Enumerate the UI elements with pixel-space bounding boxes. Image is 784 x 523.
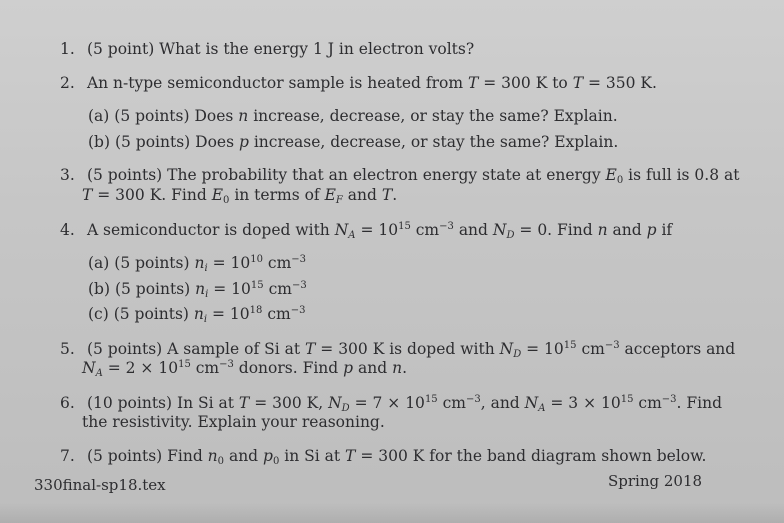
question-2 [60, 74, 657, 92]
math-var: N [328, 394, 342, 412]
question-text: = 300 K. Find [92, 186, 212, 204]
math-subscript: A [95, 368, 103, 379]
math-var: E [324, 186, 336, 204]
math-var: n [194, 254, 205, 272]
question-text: (5 points) [113, 305, 194, 323]
footer-filename: 330final-sp18.tex [34, 476, 166, 494]
question-text: = 0. Find [514, 221, 598, 239]
question-text: = 350 K. [583, 74, 657, 92]
math-exponent: 15 [250, 280, 264, 291]
subpart-label: (b) [88, 133, 111, 151]
math-exponent: 15 [398, 221, 411, 232]
math-var: T [305, 340, 316, 358]
math-subscript: D [513, 349, 522, 360]
math-subscript: 0 [272, 456, 280, 467]
math-exponent: −3 [291, 280, 307, 291]
question-text: and [453, 221, 493, 239]
question-text: in Si at [279, 447, 346, 465]
math-var: n [207, 447, 218, 465]
subpart-label: (b) [88, 280, 111, 298]
subpart-label: (a) [88, 254, 110, 272]
question-4b [88, 280, 307, 300]
question-number: 7. [60, 447, 75, 465]
math-exponent: −3 [604, 340, 620, 351]
unit: cm [633, 394, 662, 412]
question-text: donors. Find [233, 359, 344, 377]
math-exponent: 18 [249, 305, 263, 316]
unit: cm [437, 394, 466, 412]
math-subscript: 0 [223, 195, 230, 206]
question-text: = 300 K is doped with [315, 340, 500, 358]
question-number: 5. [60, 340, 75, 358]
question-text: = 10 [208, 280, 251, 298]
math-subscript: 0 [217, 456, 225, 467]
math-var: n [238, 107, 249, 125]
question-number: 6. [60, 394, 75, 412]
unit: cm [190, 359, 220, 377]
math-var: N [334, 221, 349, 239]
math-var: p [343, 359, 354, 377]
question-text: (5 points) Find [86, 447, 208, 465]
math-var: N [82, 359, 96, 377]
question-text: (5 point) What is the energy 1 J in electron volts? [86, 40, 475, 58]
question-text: = 300 K to [478, 74, 573, 92]
question-text: = 300 K, [249, 394, 329, 412]
question-text: , and [480, 394, 525, 412]
math-exponent: −3 [219, 359, 234, 370]
question-text: = 3 × 10 [545, 394, 621, 412]
math-var: p [263, 447, 273, 465]
question-text: A semiconductor is doped with [86, 221, 335, 239]
question-text: = 10 [207, 254, 251, 272]
math-var: T [572, 74, 584, 92]
math-var: N [524, 394, 539, 412]
unit: cm [263, 280, 292, 298]
math-subscript: F [335, 195, 343, 206]
question-text: is full is 0.8 at [623, 166, 740, 184]
unit: cm [262, 254, 292, 272]
question-5 [60, 340, 735, 360]
question-number: 4. [60, 221, 75, 239]
question-text: . [392, 186, 398, 204]
question-text: (5 points) Does [114, 133, 239, 151]
math-subscript: i [203, 314, 208, 325]
question-1 [60, 40, 474, 58]
question-text: = 7 × 10 [349, 394, 425, 412]
page-shadow [0, 503, 784, 523]
question-2a [88, 107, 618, 125]
math-var: N [499, 340, 514, 358]
math-subscript: i [205, 289, 209, 300]
footer-term: Spring 2018 [608, 472, 703, 490]
question-7 [60, 447, 706, 467]
question-text: and [224, 447, 264, 465]
math-subscript: A [538, 403, 546, 414]
question-text: (5 points) The probability that an electron energy state at energy [86, 166, 606, 184]
math-var: T [82, 186, 93, 204]
subpart-label: (c) [88, 305, 109, 323]
math-exponent: −3 [290, 305, 306, 316]
question-text: increase, decrease, or stay the same? Explain. [248, 133, 619, 151]
math-subscript: D [506, 230, 515, 241]
question-text: the resistivity. Explain your reasoning. [82, 413, 385, 431]
math-exponent: −3 [465, 394, 481, 405]
math-subscript: 0 [616, 175, 624, 186]
question-text: (5 points) A sample of Si at [86, 340, 306, 358]
math-exponent: 15 [563, 340, 577, 351]
question-text: if [656, 221, 673, 239]
question-text: An n-type semiconductor sample is heated from [86, 74, 468, 92]
math-exponent: 15 [620, 394, 634, 405]
question-text: (5 points) [114, 254, 195, 272]
question-text: (10 points) In Si at [86, 394, 239, 412]
question-text: and [353, 359, 393, 377]
math-var: T [345, 447, 356, 465]
unit: cm [410, 221, 440, 239]
question-text: in terms of [229, 186, 325, 204]
question-text: (5 points) Does [114, 107, 239, 125]
question-text: acceptors and [619, 340, 736, 358]
question-number: 3. [60, 166, 75, 184]
question-text: . [402, 359, 407, 377]
subpart-label: (a) [88, 107, 110, 125]
question-text: and [342, 186, 382, 204]
question-text: = 10 [355, 221, 399, 239]
math-var: p [238, 133, 249, 151]
math-var: n [195, 280, 206, 298]
math-subscript: i [204, 263, 208, 274]
question-text: = 10 [521, 340, 564, 358]
math-var: T [238, 394, 250, 412]
question-3-line-2 [82, 186, 397, 206]
math-exponent: −3 [291, 254, 307, 265]
question-text: . Find [676, 394, 723, 412]
math-var: n [597, 221, 608, 239]
question-number: 2. [60, 74, 75, 92]
math-exponent: −3 [661, 394, 677, 405]
question-4c [88, 305, 305, 325]
math-var: T [468, 74, 479, 92]
question-text: and [607, 221, 647, 239]
math-var: n [193, 305, 204, 323]
math-exponent: −3 [439, 221, 454, 232]
math-var: p [646, 221, 657, 239]
question-text: = 10 [207, 305, 250, 323]
question-4 [60, 221, 672, 241]
question-text: (5 points) [114, 280, 196, 298]
unit: cm [262, 305, 291, 323]
math-exponent: 15 [424, 394, 438, 405]
math-subscript: A [348, 230, 356, 241]
math-exponent: 10 [250, 254, 263, 265]
math-var: E [605, 166, 617, 184]
question-6 [60, 394, 722, 414]
question-4a [88, 254, 306, 274]
question-text: = 2 × 10 [102, 359, 179, 377]
question-2b [88, 133, 618, 151]
math-var: T [381, 186, 393, 204]
math-subscript: D [341, 403, 350, 414]
math-exponent: 15 [178, 359, 191, 370]
math-var: n [392, 359, 403, 377]
question-5-line-2 [82, 359, 407, 379]
math-var: E [211, 186, 224, 204]
math-var: N [492, 221, 507, 239]
question-text: increase, decrease, or stay the same? Explain. [248, 107, 618, 125]
question-3 [60, 166, 739, 186]
question-number: 1. [60, 40, 75, 58]
unit: cm [576, 340, 605, 358]
question-text: = 300 K for the band diagram shown below. [355, 447, 707, 465]
question-6-line-2 [82, 413, 385, 431]
